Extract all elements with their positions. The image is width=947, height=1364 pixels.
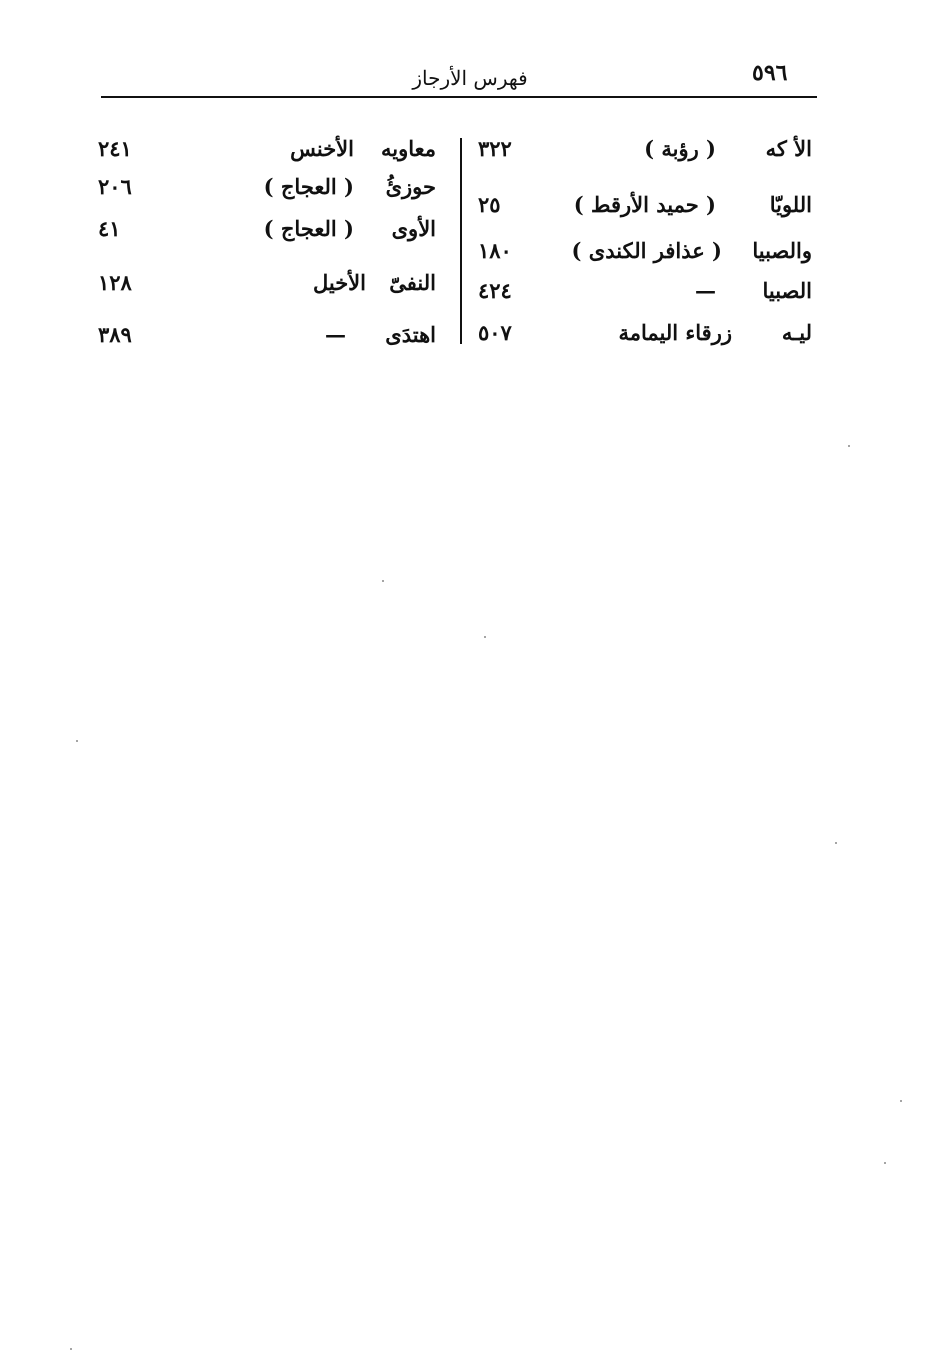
poet-name: ( العجاج ) xyxy=(263,174,354,199)
scan-speck xyxy=(76,740,78,742)
rajaz-word: ليـه xyxy=(781,320,812,345)
running-title: فهرس الأرجاز xyxy=(412,66,528,90)
page-reference: ٤٢٤ xyxy=(478,278,512,303)
rajaz-word: حوزئُ xyxy=(385,174,436,199)
rajaz-word: والصبيا xyxy=(752,238,812,263)
rajaz-word: الأوى xyxy=(391,216,436,241)
index-entry xyxy=(98,136,436,170)
index-entry xyxy=(98,322,436,356)
page-number: ٥٩٦ xyxy=(752,60,788,86)
rajaz-word: الأ كه xyxy=(765,136,812,161)
poet-name: الأخيل xyxy=(312,270,366,295)
scan-speck xyxy=(70,1348,72,1350)
page-reference: ٤١ xyxy=(98,216,121,241)
scan-speck xyxy=(484,636,486,638)
rajaz-word: الصبيا xyxy=(762,278,812,303)
scan-speck xyxy=(382,580,384,582)
poet-name: ( حميد الأرقط ) xyxy=(573,192,716,217)
poet-name: ( رؤبة ) xyxy=(644,136,716,161)
page-reference: ٥٠٧ xyxy=(478,320,512,345)
rajaz-word: اهتدَى xyxy=(385,322,436,347)
scan-speck xyxy=(900,1100,902,1102)
poet-name: ( عذافر الكندى ) xyxy=(571,238,722,263)
rajaz-word: النفىّ xyxy=(389,270,436,295)
poet-name: — xyxy=(695,278,716,303)
header-rule xyxy=(101,96,817,98)
index-entry xyxy=(478,320,812,354)
page-reference: ٢٤١ xyxy=(98,136,132,161)
index-entry xyxy=(478,238,812,272)
scan-speck xyxy=(884,1162,886,1164)
column-divider xyxy=(460,138,462,344)
rajaz-word: اللويّا xyxy=(769,192,812,217)
page-reference: ١٨٠ xyxy=(478,238,512,263)
page-reference: ٣٢٢ xyxy=(478,136,512,161)
index-entry xyxy=(478,192,812,226)
page-reference: ١٢٨ xyxy=(98,270,132,295)
index-entry xyxy=(98,270,436,304)
rajaz-word: معاويه xyxy=(380,136,436,161)
index-entry xyxy=(478,278,812,312)
scan-speck xyxy=(848,445,850,447)
page-reference: ٢٠٦ xyxy=(98,174,132,199)
page-reference: ٢٥ xyxy=(478,192,501,217)
poet-name: — xyxy=(325,322,346,347)
poet-name: زرقاء اليمامة xyxy=(618,320,732,345)
index-entry xyxy=(478,136,812,170)
poet-name: الأخنس xyxy=(290,136,354,161)
index-entry xyxy=(98,216,436,250)
poet-name: ( العجاج ) xyxy=(263,216,354,241)
scan-speck xyxy=(835,842,837,844)
index-entry xyxy=(98,174,436,208)
page-reference: ٣٨٩ xyxy=(98,322,132,347)
